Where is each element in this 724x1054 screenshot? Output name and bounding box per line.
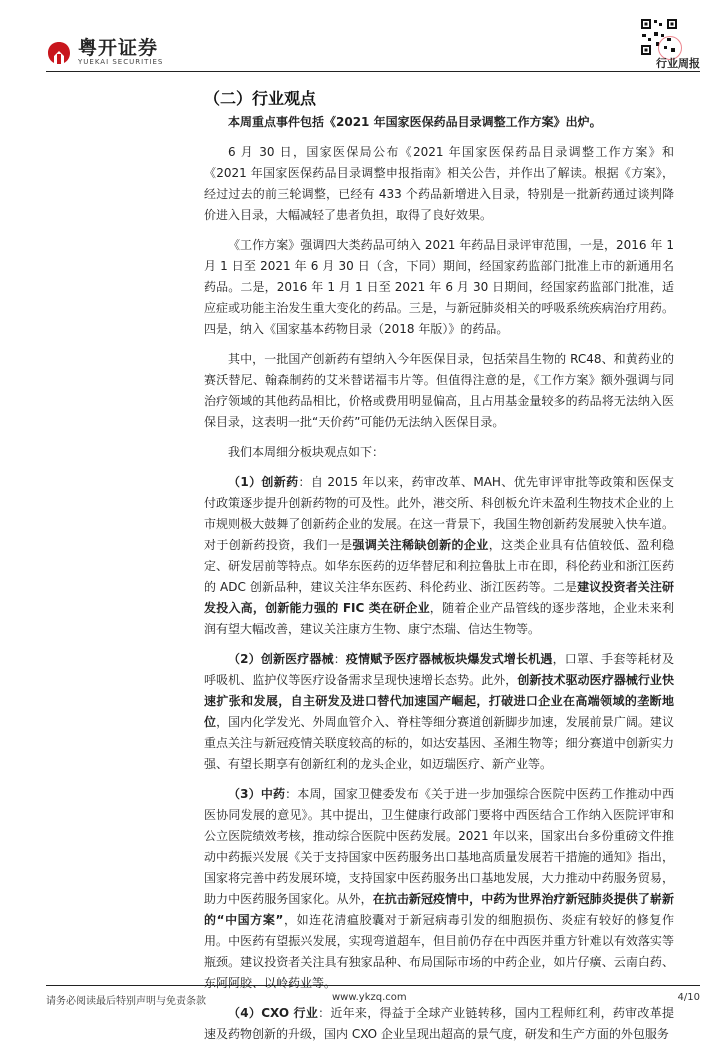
paragraph-text: ，这类企业具有估值较低、盈利稳定、研发居前等特点。如华东医药的迈华替尼和利拉鲁肽上市在即，科伦药业和浙江医药的 ADC 创新品种，建议关注华东医药、科伦药业、浙江医药等。二是 [204,538,674,594]
body-paragraph: 我们本周细分板块观点如下： [228,445,385,459]
report-type-label: 行业周报 [656,57,700,70]
lead-paragraph: 本周重点事件包括《2021 年国家医保药品目录调整工作方案》出炉。 [228,115,602,129]
footer-disclaimer: 请务必阅读最后特别声明与免责条款 [46,996,206,1007]
brand-name-en: YUEKAI SECURITIES [78,58,164,66]
paragraph-text: ，如连花清瘟胶囊对于新冠病毒引发的细胞损伤、炎症有较好的修复作用。中医药有望振兴发展，实现弯道超车，但目前仍存在中西医并重方针难以有效落实等瓶颈。建议投资者关注具有独家品种、布局国际市场的中药企业，如片仔癀、云南白药、东阿阿胶、以岭药业等。 [204,913,674,990]
paragraph-heading: （4）CXO 行业 [228,1006,319,1020]
paragraph-text: ：本周，国家卫健委发布《关于进一步加强综合医院中医药工作推动中西医协同发展的意见》。其中提出，卫生健康行政部门要将中西医结合工作纳入医院评审和公立医院绩效考核，推动综合医院中医药发展。2021 年以来，国家出台多份重磅文件推动中药振兴发展《关于支持国家中医药服务出口基地高质量发展若干措施的通知》指出，国家将完善中药发展环境，支持国家中医药服务出口基地发展，大力推动中药服务贸易，助力中医药服务国家化。从外， [204,787,674,906]
header-divider [46,71,700,72]
paragraph-text: ，国内化学发光、外周血管介入、脊柱等细分赛道创新脚步加速，发展前景广阔。建议重点关注与新冠疫情关联度较高的标的，如达安基因、圣湘生物等；细分赛道中创新实力强、有望长期享有创新红利的龙头企业，如迈瑞医疗、新产业等。 [204,715,674,771]
paragraph-emphasis: 强调关注稀缺创新的企业 [352,538,489,552]
paragraph-heading: （2）创新医疗器械 [228,652,334,666]
paragraph-text: ，随着企业产品管线的逐步落地，企业未来利润有望大幅改善，建议关注康方生物、康宁杰瑞、信达生物等。 [204,601,674,636]
paragraph-text: ： [333,652,346,666]
paragraph-text: ：自 2015 年以来，药审改革、MAH、优先审评审批等政策和医保支付政策逐步提升创新药物的可及性。此外，港交所、科创板允许未盈利生物技术企业的上市规则极大鼓舞了创新药企业的发展。在这一背景下，我国生物创新药发展驶入快车道。对于创新药投资，我们一是 [204,475,674,552]
paragraph-emphasis: 创新技术驱动医疗器械行业快速扩张和发展，自主研发及进口替代加速国产崛起，打破进口企业在高端领域的垄断地位 [204,673,674,729]
paragraph-text: ：近年来，得益于全球产业链转移，国内工程师红利，药审改革提速及药物创新的升级，国内 CXO 企业呈现出超高的景气度，研发和生产方面的外包服务 [204,1006,674,1041]
footer-divider [46,985,700,986]
paragraph-emphasis: 建议投资者关注研发投入高，创新能力强的 FIC 类在研企业 [204,580,674,615]
report-body [204,112,674,1054]
body-paragraph: 6 月 30 日，国家医保局公布《2021 年国家医保药品目录调整工作方案》和《2021 年国家医保药品目录调整申报指南》相关公告，并作出了解读。根据《方案》，经过过去的前三轮调整，已经有 433 个药品新增进入目录，特别是一批新药通过谈判降价进入目录，大幅减轻了患者负担，取得了良好效果。 [204,145,674,222]
innovative-drug-paragraph [204,472,674,640]
paragraph-emphasis: 疫情赋予医疗器械板块爆发式增长机遇 [345,652,553,666]
body-paragraph: 其中，一批国产创新药有望纳入今年医保目录，包括荣昌生物的 RC48、和黄药业的赛沃替尼、翰森制药的艾米替诺福韦片等。但值得注意的是，《工作方案》额外强调与同治疗领域的其他药品相比，价格或费用明显偏高，且占用基金量较多的药品将无法纳入医保目录，这表明一批“天价药”可能仍无法纳入医保目录。 [204,352,674,429]
footer-url[interactable]: www.ykzq.com [332,992,407,1003]
body-paragraph: 《工作方案》强调四大类药品可纳入 2021 年药品目录评审范围，一是，2016 年 1 月 1 日至 2021 年 6 月 30 日（含，下同）期间，经国家药监部门批准上市的新通用名药品。二是，2016 年 1 月 1 日至 2021 年 6 月 30 日期间，经国家药监部门批准，适应症或功能主治发生重大变化的药品。三是，与新冠肺炎相关的呼吸系统疾病治疗用药。四是，纳入《国家基本药物目录（2018 年版）》的药品。 [204,238,674,336]
medical-device-paragraph [204,649,674,775]
section-title: （二）行业观点 [204,89,317,108]
paragraph-heading: （1）创新药 [228,475,299,489]
paragraph-text: ，口罩、手套等耗材及呼吸机、监护仪等医疗设备需求呈现快速增长态势。此外， [204,652,674,687]
paragraph-heading: （3）中药 [228,787,286,801]
brand-mark-icon [46,40,72,66]
page-number: 4/10 [677,992,700,1003]
paragraph-emphasis: 在抗击新冠疫情中，中药为世界治疗新冠肺炎提供了崭新的“中国方案” [204,892,674,927]
tcm-paragraph [204,784,674,994]
brand-name-cn: 粤开证券 [78,37,159,59]
brand-logo [46,38,163,67]
cxo-paragraph [204,1003,674,1045]
